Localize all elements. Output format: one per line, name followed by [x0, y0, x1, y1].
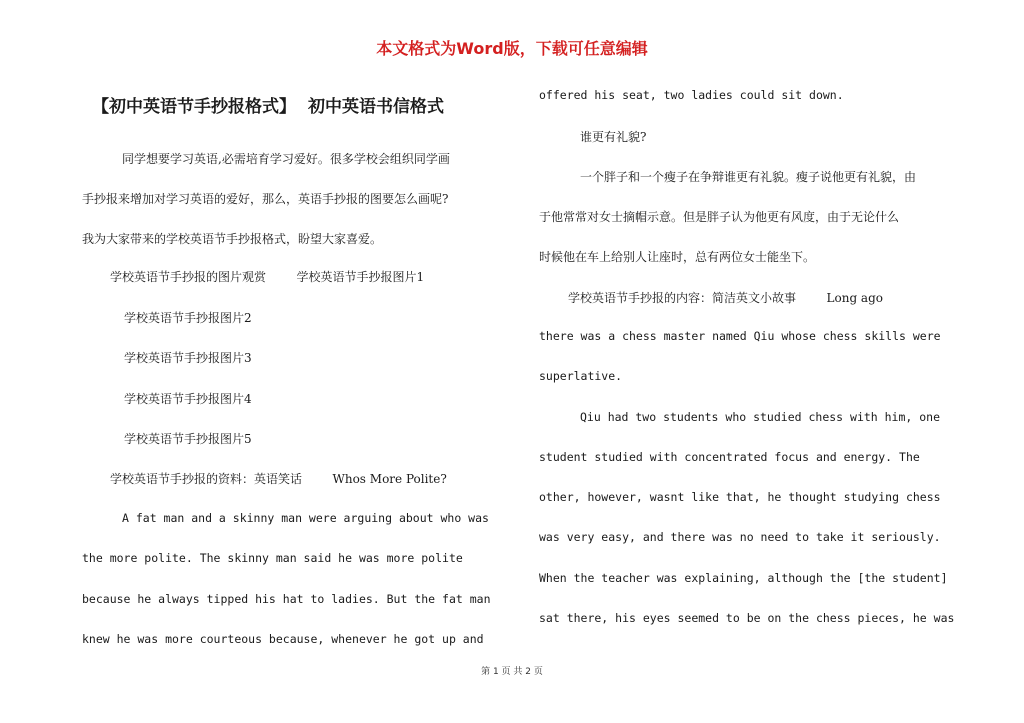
paragraph-line: because he always tipped his hat to ladies. But the fat man: [82, 592, 491, 606]
page-number: 第 1 页 共 2 页: [481, 667, 543, 677]
word-format-banner: 本文格式为Word版，下载可任意编辑: [376, 39, 648, 58]
image-caption: 学校英语节手抄报图片4: [124, 392, 252, 406]
paragraph-line: sat there, his eyes seemed to be on the chess pieces, he was: [539, 611, 955, 625]
paragraph-line: A fat man and a skinny man were arguing about who was: [122, 511, 489, 525]
paragraph-line: offered his seat, two ladies could sit down.: [539, 88, 844, 102]
title-main: 【初中英语节手抄报格式】: [92, 97, 296, 117]
paragraph-line: knew he was more courteous because, whenever he got up and: [82, 632, 484, 646]
paragraph-line: 学校英语节手抄报的资料：英语笑话 Whos More Polite?: [110, 472, 447, 486]
paragraph-line: 谁更有礼貌?: [580, 130, 647, 144]
page-title: [92, 92, 444, 117]
paragraph-line: 时候他在车上给别人让座时，总有两位女士能坐下。: [539, 250, 816, 264]
paragraph-line: other, however, wasnt like that, he thought studying chess: [539, 490, 941, 504]
paragraph-line: 一个胖子和一个瘦子在争辩谁更有礼貌。瘦子说他更有礼貌，由: [580, 170, 917, 184]
paragraph-line: When the teacher was explaining, although the [the student]: [539, 571, 948, 585]
paragraph-line: student studied with concentrated focus and energy. The: [539, 450, 920, 464]
image-caption: 学校英语节手抄报图片2: [124, 311, 252, 325]
paragraph-line: superlative.: [539, 369, 623, 383]
paragraph-line: the more polite. The skinny man said he was more polite: [82, 551, 463, 565]
paragraph-line: 于他常常对女士摘帽示意。但是胖子认为他更有风度，由于无论什么: [539, 210, 900, 224]
paragraph-line: was very easy, and there was no need to take it seriously.: [539, 530, 941, 544]
paragraph-line: there was a chess master named Qiu whose chess skills were: [539, 329, 941, 343]
paragraph-line: 手抄报来增加对学习英语的爱好，那么，英语手抄报的图要怎么画呢?: [82, 192, 449, 206]
paragraph-line: 学校英语节手抄报的图片观赏 学校英语节手抄报图片1: [110, 270, 425, 284]
image-caption: 学校英语节手抄报图片3: [124, 351, 252, 365]
image-caption: 学校英语节手抄报图片5: [124, 432, 252, 446]
title-sub: 初中英语书信格式: [308, 97, 444, 117]
paragraph-line: Qiu had two students who studied chess with him, one: [580, 410, 941, 424]
paragraph-line: 我为大家带来的学校英语节手抄报格式，盼望大家喜爱。: [82, 232, 383, 246]
paragraph-line: 同学想要学习英语,必需培育学习爱好。很多学校会组织同学画: [122, 152, 450, 166]
paragraph-line: 学校英语节手抄报的内容：简洁英文小故事 Long ago: [568, 291, 883, 305]
